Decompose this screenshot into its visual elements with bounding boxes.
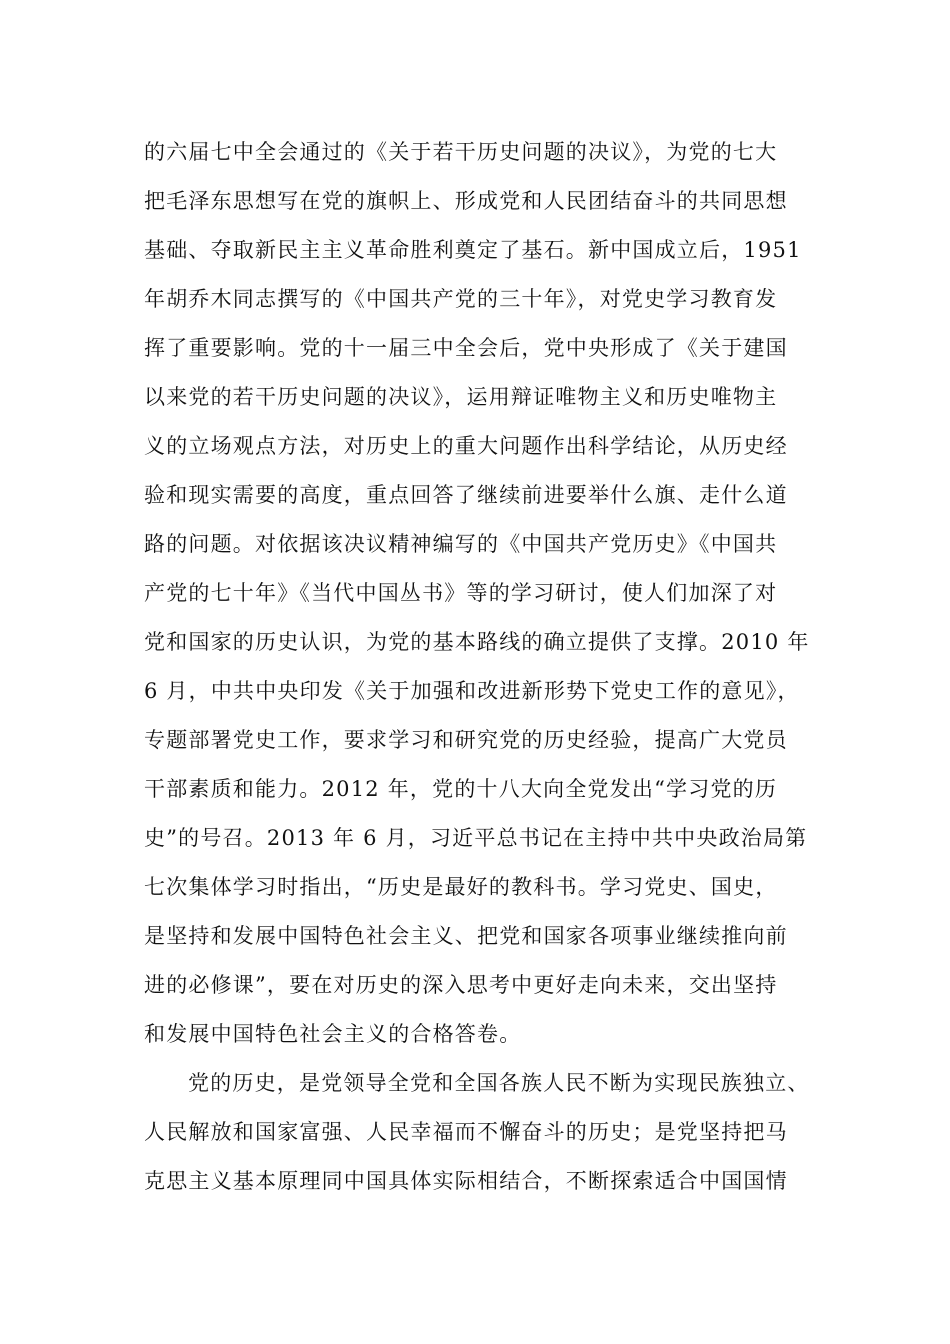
paragraph-2 [144,1059,844,1206]
text-line: 以来党的若干历史问题的决议》，运用辩证唯物主义和历史唯物主 [144,385,778,409]
text-line: 史”的号召。2013 年 6 月，习近平总书记在主持中共中央政治局第 [144,826,808,850]
text-line: 6 月，中共中央印发《关于加强和改进新形势下党史工作的意见》， [144,679,800,703]
text-line: 的六届七中全会通过的《关于若干历史问题的决议》，为党的七大 [144,140,778,164]
body-text [144,128,844,1206]
text-line: 专题部署党史工作，要求学习和研究党的历史经验，提高广大党员 [144,728,788,752]
text-line: 年胡乔木同志撰写的《中国共产党的三十年》，对党史学习教育发 [144,287,778,311]
text-line: 干部素质和能力。2012 年，党的十八大向全党发出“学习党的历 [144,777,778,801]
text-line: 党和国家的历史认识，为党的基本路线的确立提供了支撑。2010 年 [144,630,810,654]
text-line: 义的立场观点方法，对历史上的重大问题作出科学结论，从历史经 [144,434,788,458]
text-line: 克思主义基本原理同中国具体实际相结合，不断探索适合中国国情 [144,1169,788,1193]
text-line: 和发展中国特色社会主义的合格答卷。 [144,1022,522,1046]
text-line: 把毛泽东思想写在党的旗帜上、形成党和人民团结奋斗的共同思想 [144,189,788,213]
text-line: 验和现实需要的高度，重点回答了继续前进要举什么旗、走什么道 [144,483,788,507]
text-line: 党的历史，是党领导全党和全国各族人民不断为实现民族独立、 [188,1071,810,1095]
text-line: 基础、夺取新民主主义革命胜利奠定了基石。新中国成立后，1951 [144,238,802,262]
text-line: 挥了重要影响。党的十一届三中全会后，党中央形成了《关于建国 [144,336,788,360]
text-line: 路的问题。对依据该决议精神编写的《中国共产党历史》《中国共 [144,532,778,556]
paragraph-1 [144,128,844,1059]
text-line: 进的必修课”，要在对历史的深入思考中更好走向未来，交出坚持 [144,973,778,997]
text-line: 是坚持和发展中国特色社会主义、把党和国家各项事业继续推向前 [144,924,788,948]
text-line: 产党的七十年》《当代中国丛书》等的学习研讨，使人们加深了对 [144,581,778,605]
text-line: 人民解放和国家富强、人民幸福而不懈奋斗的历史；是党坚持把马 [144,1120,788,1144]
text-line: 七次集体学习时指出，“历史是最好的教科书。学习党史、国史， [144,875,778,899]
